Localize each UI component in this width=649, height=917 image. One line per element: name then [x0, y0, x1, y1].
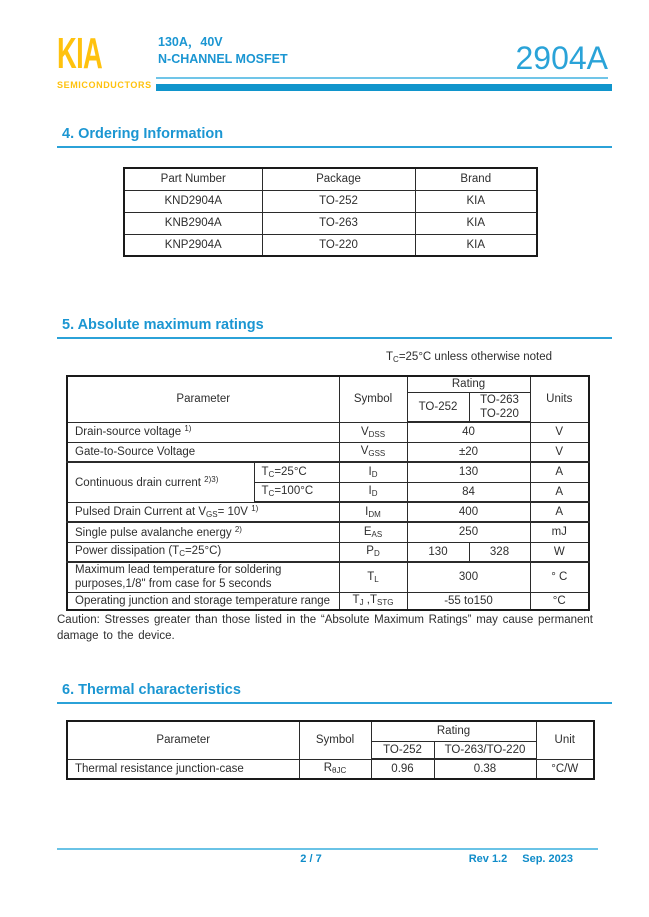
table-row: [67, 562, 589, 592]
table-row: [67, 759, 594, 779]
thermal-table: [66, 720, 595, 780]
amr-param: Gate-to-Source Voltage: [67, 442, 339, 462]
thermal-col-rating: Rating: [371, 721, 536, 741]
amr-unit: ° C: [530, 562, 589, 592]
amr-symbol: ID: [339, 482, 407, 502]
amr-rating: 130: [407, 462, 530, 482]
header-divider-thick: [156, 84, 612, 91]
amr-unit: °C: [530, 592, 589, 610]
ordering-header-row: [124, 168, 537, 190]
section-title-thermal: 6. Thermal characteristics: [62, 682, 241, 698]
amr-unit: A: [530, 462, 589, 482]
amr-param: Continuous drain current $^{2)3)}$: [67, 462, 254, 502]
section-rule-abs-max: [57, 337, 612, 339]
ordering-package: TO-263: [262, 212, 415, 234]
footer-divider: [57, 848, 598, 850]
amr-param: Pulsed Drain Current at VGS= 10V $^{1)}$: [67, 502, 339, 522]
amr-param: Single pulse avalanche energy $^{2)}$: [67, 522, 339, 542]
amr-symbol: VDSS: [339, 422, 407, 442]
abs-max-table: [66, 375, 590, 611]
thermal-col-parameter: Parameter: [67, 721, 299, 759]
ordering-package: TO-252: [262, 190, 415, 212]
amr-rating: 300: [407, 562, 530, 592]
amr-unit: mJ: [530, 522, 589, 542]
section-rule-ordering: [57, 146, 612, 148]
table-row: [67, 462, 589, 482]
amr-col-to252: TO-252: [407, 392, 469, 422]
amr-unit: A: [530, 502, 589, 522]
amr-unit: A: [530, 482, 589, 502]
table-row: [67, 502, 589, 522]
amr-rating: 328: [469, 542, 530, 562]
table-row: [67, 422, 589, 442]
amr-symbol: VGSS: [339, 442, 407, 462]
ordering-table: [123, 167, 538, 257]
ordering-col-brand: Brand: [415, 168, 537, 190]
thermal-header-row1: [67, 721, 594, 741]
ordering-part: KNP2904A: [124, 234, 262, 256]
thermal-rating-to252: 0.96: [371, 759, 434, 779]
amr-col-parameter: Parameter: [67, 376, 339, 422]
amr-param: Drain-source voltage $^{1)}$: [67, 422, 339, 442]
table-row: [124, 234, 537, 256]
thermal-col-to263-to220: TO-263/TO-220: [434, 741, 536, 759]
page-number: 2 / 7: [300, 853, 322, 865]
amr-symbol: ID: [339, 462, 407, 482]
amr-unit: V: [530, 422, 589, 442]
thermal-col-to252: TO-252: [371, 741, 434, 759]
revision-label: Rev 1.2: [468, 853, 508, 865]
thermal-col-unit: Unit: [536, 721, 594, 759]
amr-symbol: TJ ,TSTG: [339, 592, 407, 610]
amr-rating: 400: [407, 502, 530, 522]
amr-rating: -55 to150: [407, 592, 530, 610]
amr-symbol: EAS: [339, 522, 407, 542]
product-summary-line1: 130A，40V: [158, 35, 223, 49]
amr-param: Operating junction and storage temperature range: [67, 592, 339, 610]
amr-symbol: TL: [339, 562, 407, 592]
amr-rating: 130: [407, 542, 469, 562]
test-condition-note: TC=25°C unless otherwise noted: [386, 351, 553, 364]
amr-condition: TC=25°C: [254, 462, 339, 482]
table-row: [67, 592, 589, 610]
product-summary-line2: N-CHANNEL MOSFET: [158, 52, 288, 66]
amr-rating: ±20: [407, 442, 530, 462]
amr-param: Maximum lead temperature for soldering purposes,1/8" from case for 5 seconds: [67, 562, 339, 592]
section-title-abs-max: 5. Absolute maximum ratings: [62, 317, 264, 333]
amr-col-to263-to220: TO-263 TO-220: [469, 392, 530, 422]
thermal-unit: °C/W: [536, 759, 594, 779]
amr-col-symbol: Symbol: [339, 376, 407, 422]
kia-logo-subtext: SEMICONDUCTORS: [57, 80, 152, 90]
thermal-rating-to263-to220: 0.38: [434, 759, 536, 779]
ordering-col-package: Package: [262, 168, 415, 190]
amr-col-units: Units: [530, 376, 589, 422]
kia-logo: KIA: [57, 29, 103, 78]
amr-rating: 40: [407, 422, 530, 442]
amr-rating: 84: [407, 482, 530, 502]
amr-symbol: PD: [339, 542, 407, 562]
ordering-brand: KIA: [415, 212, 537, 234]
amr-unit: V: [530, 442, 589, 462]
thermal-param: Thermal resistance junction-case: [67, 759, 299, 779]
product-summary: [158, 34, 288, 68]
amr-unit: W: [530, 542, 589, 562]
section-title-ordering: 4. Ordering Information: [62, 126, 224, 142]
ordering-brand: KIA: [415, 234, 537, 256]
thermal-col-symbol: Symbol: [299, 721, 371, 759]
amr-param: Power dissipation (TC=25°C): [67, 542, 339, 562]
table-row: [67, 522, 589, 542]
revision-date: Sep. 2023: [522, 853, 573, 865]
abs-max-header-row1: [67, 376, 589, 392]
table-row: [124, 190, 537, 212]
section-rule-thermal: [57, 702, 612, 704]
amr-col-rating: Rating: [407, 376, 530, 392]
table-row: [67, 542, 589, 562]
caution-note: Caution: Stresses greater than those listed in the “Absolute Maximum Ratings” may cause permanent damage to the device.: [57, 614, 593, 642]
ordering-package: TO-220: [262, 234, 415, 256]
thermal-symbol: RθJC: [299, 759, 371, 779]
ordering-col-part-number: Part Number: [124, 168, 262, 190]
amr-condition: TC=100°C: [254, 482, 339, 502]
header-divider-thin: [156, 77, 608, 79]
ordering-brand: KIA: [415, 190, 537, 212]
table-row: [124, 212, 537, 234]
ordering-part: KND2904A: [124, 190, 262, 212]
table-row: [67, 442, 589, 462]
amr-symbol: IDM: [339, 502, 407, 522]
revision-info: [469, 853, 573, 865]
amr-rating: 250: [407, 522, 530, 542]
part-number-title: 2904A: [515, 40, 608, 76]
ordering-part: KNB2904A: [124, 212, 262, 234]
